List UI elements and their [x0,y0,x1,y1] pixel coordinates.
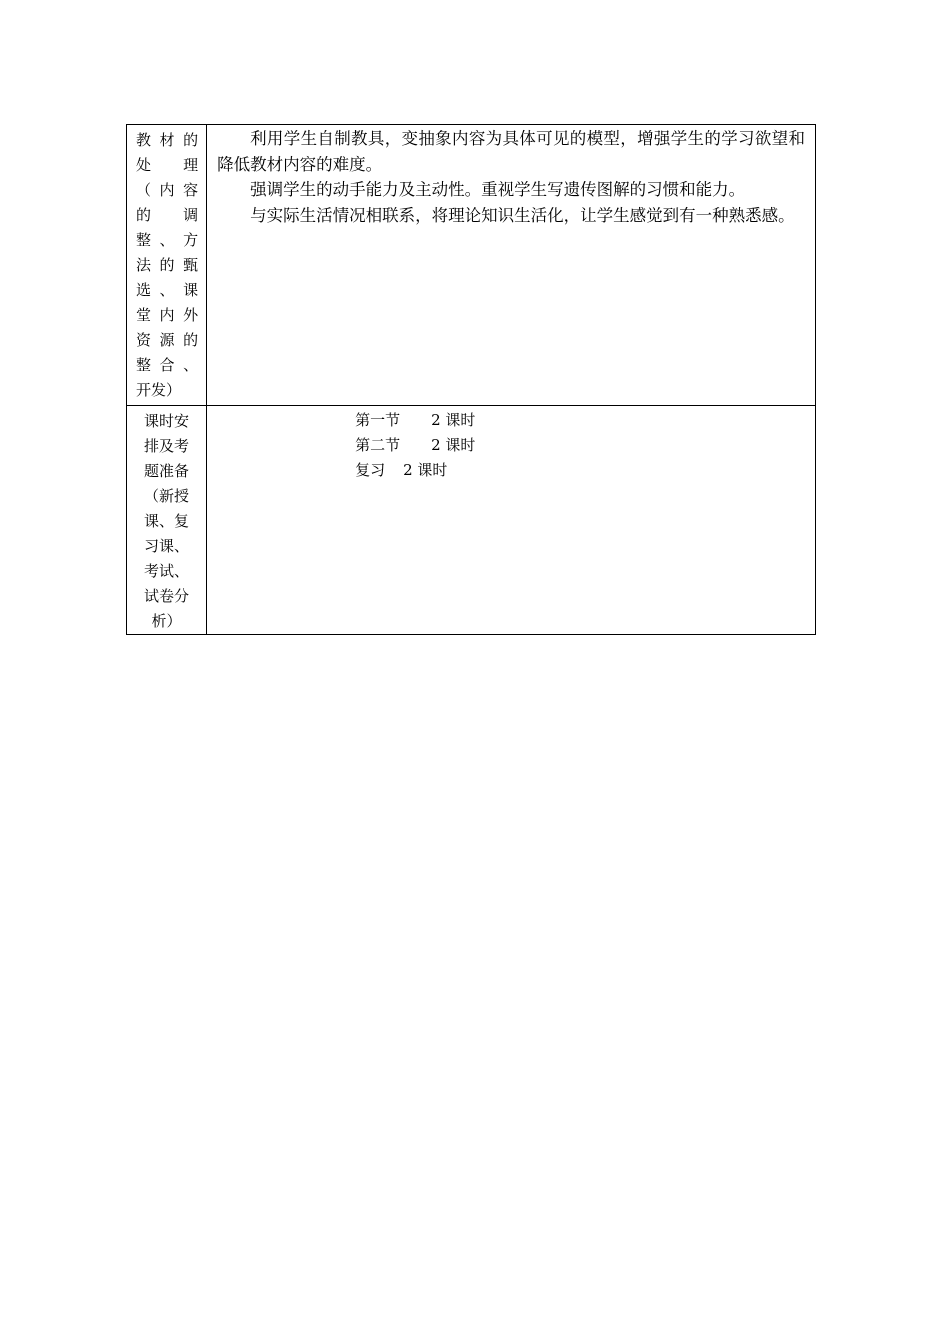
section-name: 复习 [355,461,386,479]
schedule-item [355,408,815,433]
label-line: 的 调 [136,206,199,224]
materials-label-cell [127,125,207,406]
label-line: 习课、 [144,537,190,555]
paragraph: 利用学生自制教具，变抽象内容为具体可见的模型，增强学生的学习欲望和降低教材内容的难度。 [217,129,805,174]
paragraph: 强调学生的动手能力及主动性。重视学生写遗传图解的习惯和能力。 [250,180,746,199]
schedule-label-cell [127,406,207,635]
paragraph: 与实际生活情况相联系，将理论知识生活化，让学生感觉到有一种熟悉感。 [250,205,795,225]
label-line: （内容 [136,181,199,199]
schedule-list [207,406,815,483]
label-line: 课、复 [144,512,190,530]
label-line: 析） [151,612,182,630]
materials-label [127,125,206,405]
lesson-plan-table [126,124,816,635]
label-line: 题准备 [144,462,190,480]
table-row-materials [127,125,816,406]
table-row-schedule [127,406,816,635]
label-line: 法的甄 [136,256,199,274]
label-line: （新授 [144,487,190,505]
label-line: 考试、 [144,562,190,580]
materials-content [207,125,815,228]
label-line: 选、课 [136,281,199,299]
label-line: 整合、 [136,356,199,374]
section-hours: 2 课时 [431,411,476,429]
section-hours: 2 课时 [431,436,476,454]
schedule-label [127,406,206,634]
label-line: 教材的 [136,131,199,149]
label-line: 整、方 [136,231,199,249]
label-line: 资源的 [136,331,199,349]
schedule-item [355,433,815,458]
label-line: 堂内外 [136,306,199,324]
section-name: 第一节 [355,411,401,429]
label-line: 处 理 [136,156,199,174]
label-line: 开发） [136,381,182,399]
section-name: 第二节 [355,436,401,454]
label-line: 课时安 [144,412,190,430]
label-line: 试卷分 [144,587,190,605]
materials-content-cell [207,125,816,406]
label-line: 排及考 [144,437,190,455]
schedule-content-cell [207,406,816,635]
schedule-item [355,458,815,483]
section-hours: 2 课时 [403,461,448,479]
